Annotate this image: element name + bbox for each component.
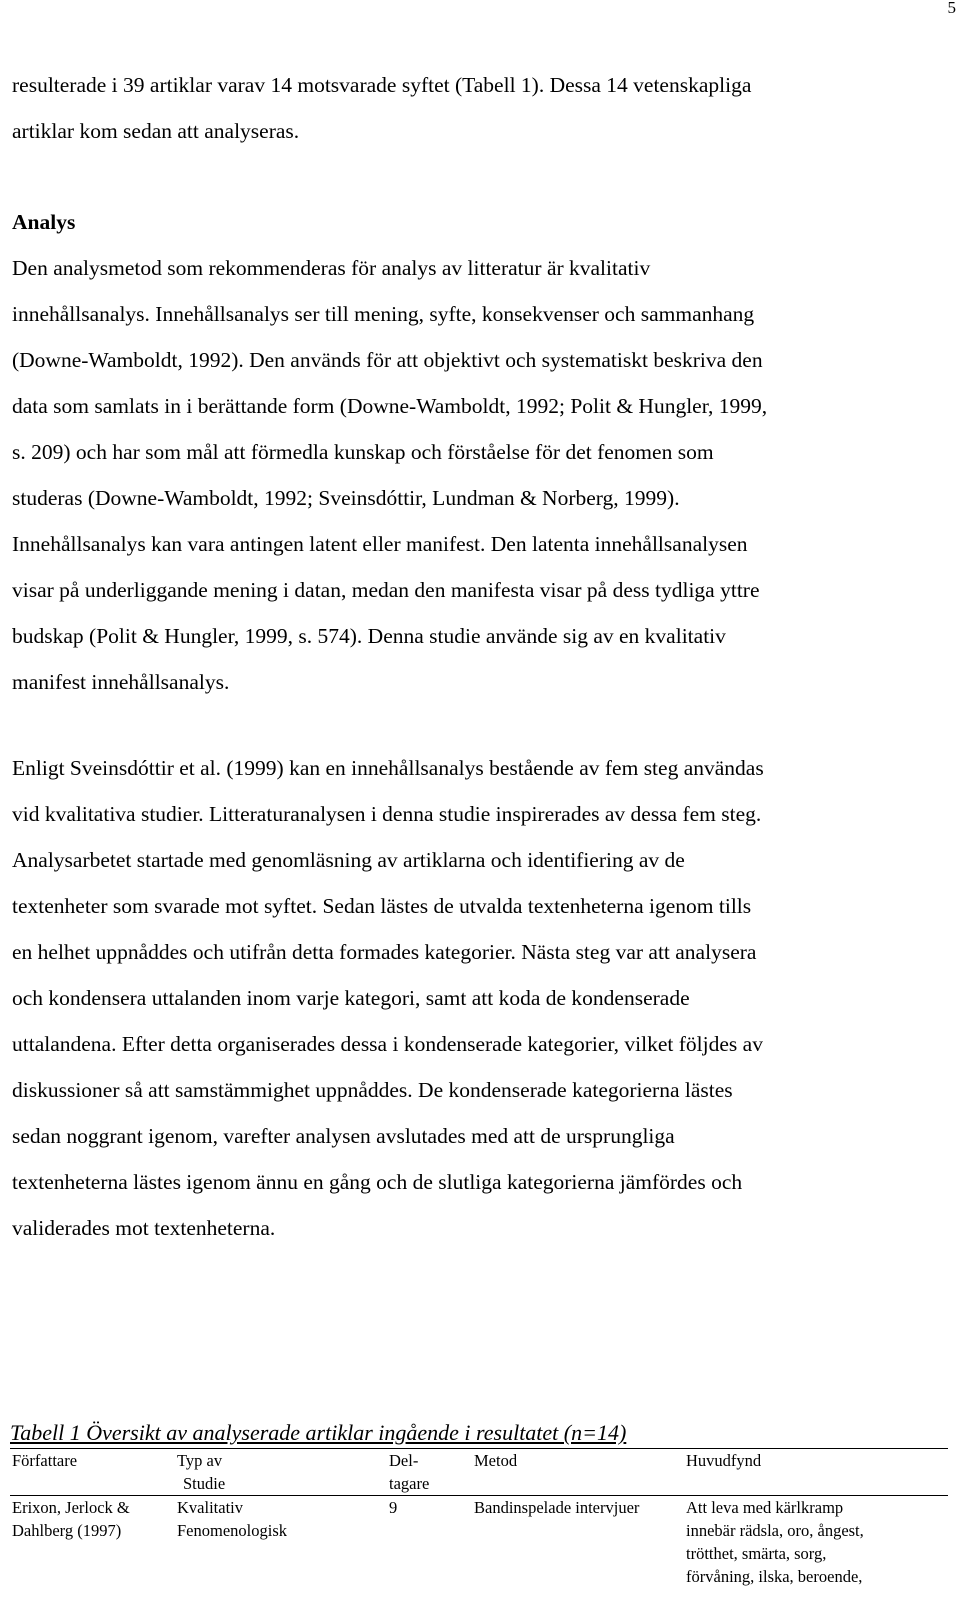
article-overview-table [10,1448,948,1588]
cell-participants: 9 [389,1498,398,1517]
text-line: en helhet uppnåddes och utifrån detta formades kategorier. Nästa steg var att analysera [12,940,757,964]
cell-text: Erixon, Jerlock & [12,1498,130,1517]
intro-paragraph [12,62,942,154]
cell-finding [684,1496,948,1589]
table-caption: Tabell 1 Översikt av analyserade artiklar ingående i resultatet (n=14) [10,1420,627,1445]
text-line: visar på underliggande mening i datan, medan den manifesta visar på dess tydliga yttre [12,578,760,602]
cell-text: Dahlberg (1997) [12,1521,122,1540]
text-line: resulterade i 39 artiklar varav 14 motsvarade syftet (Tabell 1). Dessa 14 vetenskapliga [12,73,752,97]
text-line: studeras (Downe-Wamboldt, 1992; Sveinsdóttir, Lundman & Norberg, 1999). [12,486,680,510]
text-line: validerades mot textenheterna. [12,1216,276,1240]
text-line: textenheterna lästes igenom ännu en gång och de slutliga kategorierna jämfördes och [12,1170,743,1194]
cell-text: innebär rädsla, oro, ångest, [686,1521,864,1540]
text-line: budskap (Polit & Hungler, 1999, s. 574). Denna studie använde sig av en kvalitativ [12,624,726,648]
text-line: manifest innehållsanalys. [12,670,230,694]
text-line: (Downe-Wamboldt, 1992). Den används för att objektivt och systematiskt beskriva den [12,348,763,372]
text-line: och kondensera uttalanden inom varje kategori, samt att koda de kondenserade [12,986,690,1010]
header-participants-line1: Del- [389,1451,419,1470]
cell-author [10,1496,175,1589]
header-study-type [175,1449,387,1496]
cell-text: Att leva med kärlkramp [686,1498,844,1517]
text-line: artiklar kom sedan att analyseras. [12,119,300,143]
text-line: uttalandena. Efter detta organiserades dessa i kondenserade kategorier, vilket följdes av [12,1032,763,1056]
text-line: innehållsanalys. Innehållsanalys ser till mening, syfte, konsekvenser och sammanhang [12,302,755,326]
text-line: sedan noggrant igenom, varefter analysen avslutades med att de ursprungliga [12,1124,675,1148]
text-line: diskussioner så att samstämmighet uppnåddes. De kondenserade kategorierna lästes [12,1078,733,1102]
table-header-row [10,1449,948,1496]
text-line: Analysarbetet startade med genomläsning av artiklarna och identifiering av de [12,848,685,872]
header-study-type-line2: Studie [183,1474,226,1493]
header-participants-line2: tagare [389,1474,430,1493]
steg-paragraph [12,745,942,1251]
text-line: Enligt Sveinsdóttir et al. (1999) kan en innehållsanalys bestående av fem steg användas [12,756,764,780]
cell-method: Bandinspelade intervjuer [474,1498,640,1517]
text-line: Den analysmetod som rekommenderas för analys av litteratur är kvalitativ [12,256,651,280]
text-line: Innehållsanalys kan vara antingen latent eller manifest. Den latenta innehållsanalysen [12,532,748,556]
text-line: textenheter som svarade mot syftet. Sedan lästes de utvalda textenheterna igenom tills [12,894,752,918]
article-table-section [10,1418,950,1588]
cell-text: trötthet, smärta, sorg, [686,1544,827,1563]
header-study-type-line1: Typ av [177,1451,223,1470]
header-method: Metod [474,1451,518,1470]
header-author: Författare [12,1451,78,1470]
cell-study-type [175,1496,387,1589]
page-number: 5 [947,0,956,17]
analys-section [12,199,942,705]
table-row [10,1496,948,1589]
cell-text: Kvalitativ [177,1498,243,1517]
cell-text: förvåning, ilska, beroende, [686,1567,863,1586]
text-line: s. 209) och har som mål att förmedla kunskap och förståelse för det fenomen som [12,440,714,464]
header-participants [387,1449,472,1496]
header-finding: Huvudfynd [686,1451,762,1470]
section-heading-analys: Analys [12,210,76,234]
text-line: vid kvalitativa studier. Litteraturanalysen i denna studie inspirerades av dessa fem steg. [12,802,762,826]
text-line: data som samlats in i berättande form (Downe-Wamboldt, 1992; Polit & Hungler, 1999, [12,394,768,418]
cell-text: Fenomenologisk [177,1521,287,1540]
